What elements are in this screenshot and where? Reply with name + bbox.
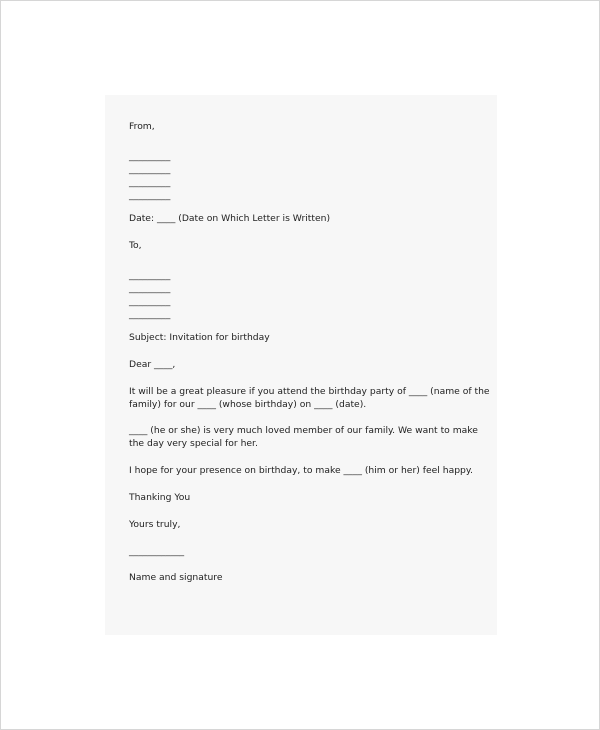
to-line-4: _________	[129, 309, 171, 320]
paragraph-3: I hope for your presence on birthday, to make ____ (him or her) feel happy.	[129, 465, 473, 476]
from-line-4: _________	[129, 190, 171, 201]
from-line-1: _________	[129, 151, 171, 162]
to-label: To,	[129, 240, 142, 251]
to-line-2: _________	[129, 283, 171, 294]
from-label: From,	[129, 121, 155, 132]
signature-label: Name and signature	[129, 572, 223, 583]
paragraph-2-line-2: the day very special for her.	[129, 438, 258, 449]
salutation: Dear ____,	[129, 359, 176, 370]
paragraph-1-line-1: It will be a great pleasure if you attend the birthday party of ____ (name of the	[129, 386, 490, 397]
from-line-3: _________	[129, 177, 171, 188]
date-line: Date: ____ (Date on Which Letter is Written)	[129, 213, 331, 224]
from-line-2: _________	[129, 164, 171, 175]
to-line-1: _________	[129, 270, 171, 281]
subject-line: Subject: Invitation for birthday	[129, 332, 270, 343]
to-line-3: _________	[129, 296, 171, 307]
signature-line: ____________	[129, 546, 185, 557]
paragraph-2-line-1: ____ (he or she) is very much loved member of our family. We want to make	[129, 425, 478, 436]
thanks-line: Thanking You	[129, 492, 191, 503]
paragraph-1-line-2: family) for our ____ (whose birthday) on ____ (date).	[129, 399, 367, 410]
closing-line: Yours truly,	[129, 519, 181, 530]
